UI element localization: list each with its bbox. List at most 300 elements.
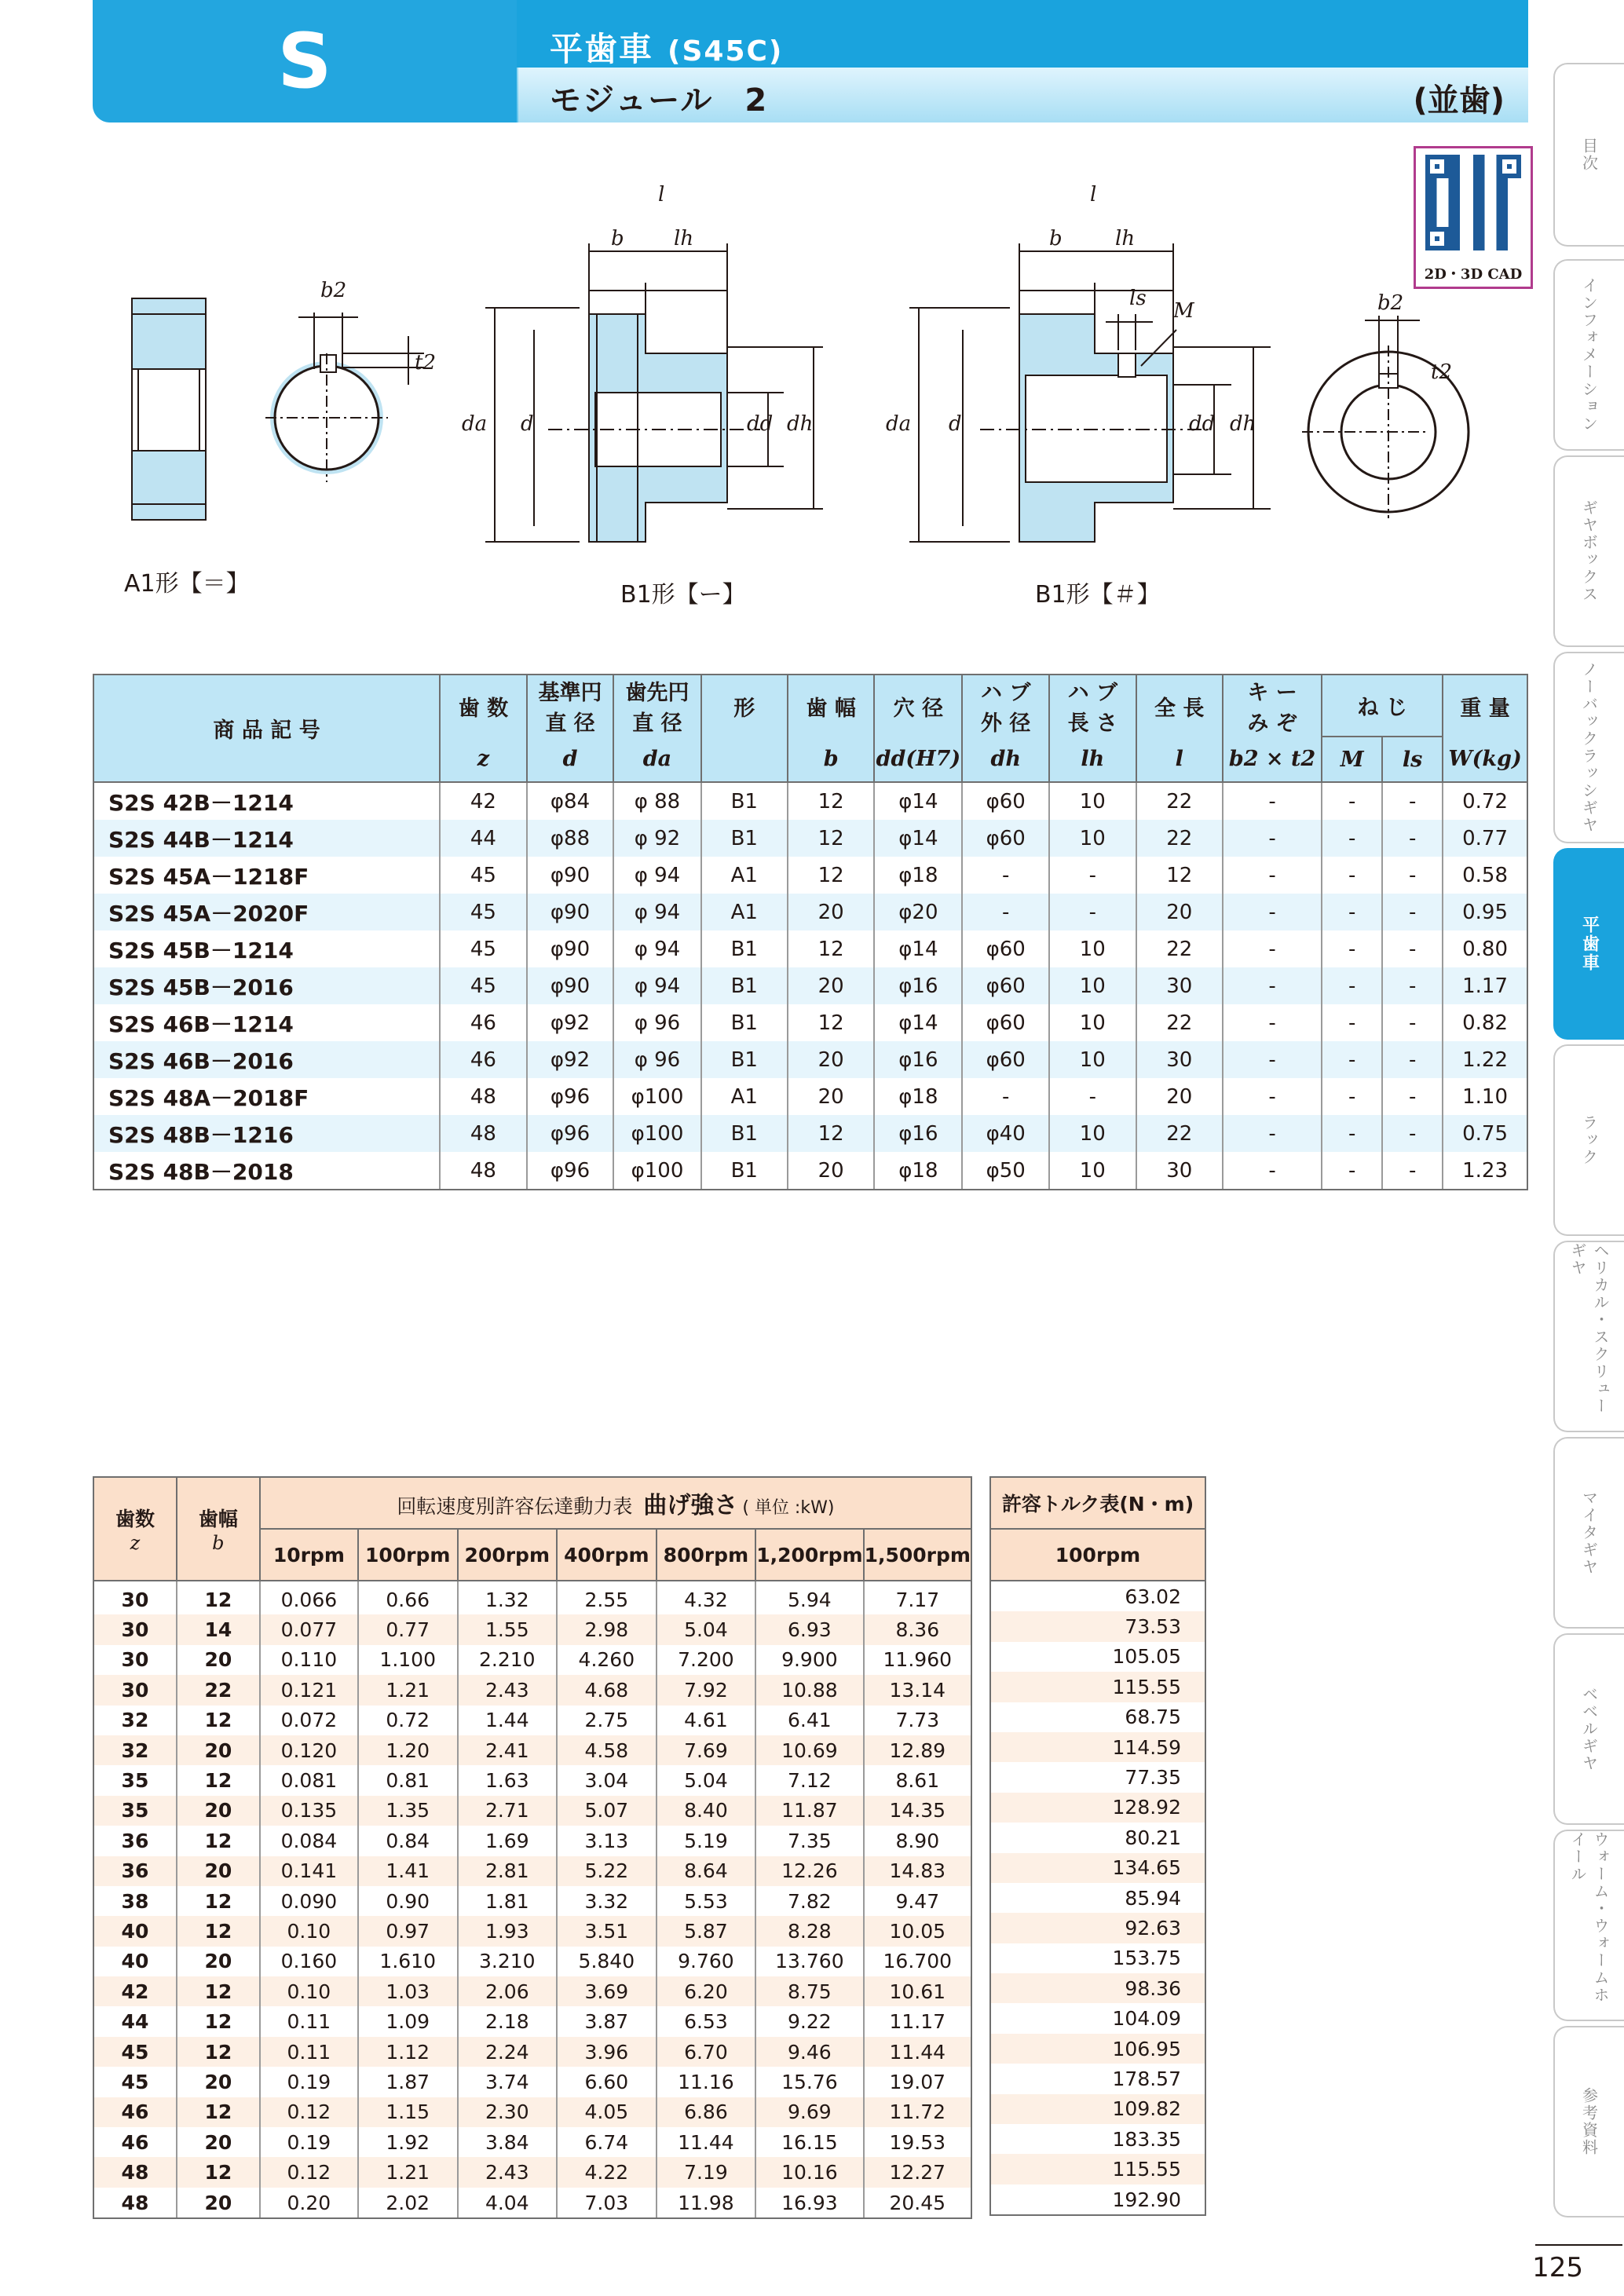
pw-width: 12 xyxy=(177,1976,260,2006)
side-tab-helical[interactable] xyxy=(1553,1241,1624,1432)
pw-value: 8.90 xyxy=(864,1826,971,1855)
spec-cell: 20 xyxy=(1136,1078,1223,1115)
pw-value: 3.74 xyxy=(458,2067,558,2097)
pw-value: 19.53 xyxy=(864,2127,971,2157)
pw-value: 0.19 xyxy=(260,2067,358,2097)
tq-value: 105.05 xyxy=(990,1642,1205,1672)
spec-cell: φ18 xyxy=(874,857,962,894)
tq-value: 85.94 xyxy=(990,1883,1205,1913)
spec-cell: 30 xyxy=(1136,967,1223,1004)
pw-value: 13.14 xyxy=(864,1675,971,1705)
tq-row xyxy=(990,1642,1205,1672)
cad-qr-code[interactable] xyxy=(1414,146,1533,289)
spec-cell: - xyxy=(1382,820,1443,857)
pw-value: 6.41 xyxy=(755,1706,863,1735)
spec-cell: - xyxy=(1382,1004,1443,1041)
tq-value: 106.95 xyxy=(990,2034,1205,2064)
spec-cell: - xyxy=(1382,782,1443,820)
pw-value: 14.83 xyxy=(864,1856,971,1886)
spec-cell: - xyxy=(1049,1078,1136,1115)
spec-cell: φ60 xyxy=(962,782,1049,820)
b1-lh-label: lh xyxy=(674,227,694,250)
pw-value: 6.86 xyxy=(657,2097,756,2127)
spec-cell: - xyxy=(1223,782,1322,820)
b1-dd-label: dd xyxy=(747,412,774,436)
pw-value: 0.121 xyxy=(260,1675,358,1705)
spec-row xyxy=(93,1152,1527,1190)
spec-cell: - xyxy=(1382,930,1443,967)
pw-teeth: 35 xyxy=(93,1765,177,1795)
spec-cell: A1 xyxy=(701,894,788,930)
spec-cell: 0.82 xyxy=(1443,1004,1527,1041)
spec-cell: 10 xyxy=(1049,1041,1136,1078)
spec-cell: 10 xyxy=(1049,1004,1136,1041)
spec-cell: B1 xyxy=(701,930,788,967)
b1s-t2-label: t2 xyxy=(1431,360,1452,384)
spec-cell: 20 xyxy=(788,1078,874,1115)
pw-value: 6.53 xyxy=(657,2006,756,2036)
pw-width: 14 xyxy=(177,1614,260,1644)
product-code: S2S 42B－1214 xyxy=(93,782,440,820)
title-text: 平歯車 xyxy=(550,30,654,68)
pw-value: 5.94 xyxy=(755,1581,863,1614)
side-tab-bevel[interactable] xyxy=(1553,1633,1624,1825)
spec-cell: φ90 xyxy=(527,967,614,1004)
spec-cell: - xyxy=(1382,894,1443,930)
product-code: S2S 46B－1214 xyxy=(93,1004,440,1041)
pw-value: 8.61 xyxy=(864,1765,971,1795)
spec-cell: A1 xyxy=(701,857,788,894)
pw-value: 1.15 xyxy=(358,2097,458,2127)
col-weight: 重 量 xyxy=(1443,675,1527,737)
pw-row xyxy=(93,1826,971,1855)
spec-cell: - xyxy=(1382,1078,1443,1115)
spec-cell: - xyxy=(1223,1041,1322,1078)
pw-value: 0.090 xyxy=(260,1886,358,1916)
tq-row xyxy=(990,2034,1205,2064)
b1-da-label: da xyxy=(462,412,488,436)
sym-shape xyxy=(701,737,788,782)
spec-cell: φ90 xyxy=(527,857,614,894)
tq-row xyxy=(990,1823,1205,1852)
pw-value: 8.75 xyxy=(755,1976,863,2006)
spec-cell: 20 xyxy=(788,894,874,930)
a1-b2-label: b2 xyxy=(320,279,347,302)
pw-value: 0.10 xyxy=(260,1916,358,1946)
spec-cell: - xyxy=(1382,1115,1443,1152)
pw-value: 1.92 xyxy=(358,2127,458,2157)
spec-cell: φ18 xyxy=(874,1152,962,1190)
spec-cell: - xyxy=(1322,1041,1382,1078)
side-tab-label: ベベルギヤ xyxy=(1579,1686,1599,1772)
pw-value: 11.17 xyxy=(864,2006,971,2036)
b1s-front-view xyxy=(1302,316,1469,518)
pw-value: 1.21 xyxy=(358,1675,458,1705)
pw-value: 16.93 xyxy=(755,2188,863,2218)
spec-cell: 48 xyxy=(440,1115,526,1152)
pw-value: 12.89 xyxy=(864,1735,971,1765)
spec-cell: - xyxy=(1382,1041,1443,1078)
pw-row xyxy=(93,2006,971,2036)
spec-cell: - xyxy=(1223,1152,1322,1190)
pw-value: 9.47 xyxy=(864,1886,971,1916)
spec-cell: φ92 xyxy=(527,1004,614,1041)
a1-caption: A1形【＝】 xyxy=(124,570,250,598)
pw-value: 15.76 xyxy=(755,2067,863,2097)
pw-value: 8.28 xyxy=(755,1916,863,1946)
spec-cell: 20 xyxy=(1136,894,1223,930)
col-width: 歯 幅 xyxy=(788,675,874,737)
pw-value: 7.03 xyxy=(557,2188,657,2218)
pw-value: 9.46 xyxy=(755,2037,863,2067)
pw-width: 12 xyxy=(177,2037,260,2067)
spec-cell: A1 xyxy=(701,1078,788,1115)
pw-value: 1.21 xyxy=(358,2157,458,2187)
sym-tip: da xyxy=(613,737,700,782)
tq-row xyxy=(990,1943,1205,1973)
pw-value: 2.43 xyxy=(458,2157,558,2187)
spec-cell: φ18 xyxy=(874,1078,962,1115)
pw-value: 4.32 xyxy=(657,1581,756,1614)
spec-cell: 10 xyxy=(1049,930,1136,967)
pw-value: 3.87 xyxy=(557,2006,657,2036)
pw-value: 20.45 xyxy=(864,2188,971,2218)
pw-row xyxy=(93,2157,971,2187)
side-tab-gearbox[interactable] xyxy=(1553,455,1624,647)
pw-value: 0.077 xyxy=(260,1614,358,1644)
product-code: S2S 45B－1214 xyxy=(93,930,440,967)
a1-t2-label: t2 xyxy=(415,351,436,375)
tq-value: 98.36 xyxy=(990,1973,1205,2003)
pw-value: 3.04 xyxy=(557,1765,657,1795)
tq-row xyxy=(990,1732,1205,1762)
pw-value: 0.77 xyxy=(358,1614,458,1644)
spec-cell: 12 xyxy=(788,930,874,967)
pw-value: 3.84 xyxy=(458,2127,558,2157)
pw-value: 9.760 xyxy=(657,1947,756,1976)
side-tab-contents[interactable] xyxy=(1553,63,1624,247)
col-teeth: 歯 数 xyxy=(440,675,526,737)
spec-row xyxy=(93,1004,1527,1041)
pw-value: 9.22 xyxy=(755,2006,863,2036)
pw-value: 10.61 xyxy=(864,1976,971,2006)
pw-value: 5.840 xyxy=(557,1947,657,1976)
pw-row xyxy=(93,1856,971,1886)
pw-rpm-header: 400rpm xyxy=(557,1529,657,1581)
spec-cell: B1 xyxy=(701,967,788,1004)
pw-value: 1.44 xyxy=(458,1706,558,1735)
tq-value: 183.35 xyxy=(990,2124,1205,2154)
pw-width: 20 xyxy=(177,1796,260,1826)
b1s-dh-label: dh xyxy=(1230,412,1256,436)
spec-cell: 1.10 xyxy=(1443,1078,1527,1115)
pw-width-label: 歯幅 xyxy=(198,1508,238,1530)
spec-cell: - xyxy=(1382,1152,1443,1190)
pw-value: 5.22 xyxy=(557,1856,657,1886)
pw-value: 5.19 xyxy=(657,1826,756,1855)
pw-value: 7.12 xyxy=(755,1765,863,1795)
tq-row xyxy=(990,1672,1205,1702)
page-title xyxy=(550,24,783,71)
side-tab-label: 参考資料 xyxy=(1579,2087,1599,2156)
pw-value: 10.16 xyxy=(755,2157,863,2187)
pw-unit: ( 単位 :kW) xyxy=(742,1498,835,1518)
pw-row xyxy=(93,2127,971,2157)
side-tab-miter[interactable] xyxy=(1553,1437,1624,1629)
pw-teeth: 32 xyxy=(93,1735,177,1765)
pw-width: 12 xyxy=(177,1765,260,1795)
pw-value: 12.26 xyxy=(755,1856,863,1886)
pw-value: 8.36 xyxy=(864,1614,971,1644)
product-code: S2S 48A－2018F xyxy=(93,1078,440,1115)
pw-width: 12 xyxy=(177,2006,260,2036)
pw-row xyxy=(93,1765,971,1795)
spec-cell: - xyxy=(1322,1078,1382,1115)
spec-cell: 48 xyxy=(440,1152,526,1190)
pw-value: 2.02 xyxy=(358,2188,458,2218)
pw-value: 3.13 xyxy=(557,1826,657,1855)
pw-value: 1.63 xyxy=(458,1765,558,1795)
pw-rpm-header: 1,200rpm xyxy=(755,1529,863,1581)
pw-value: 0.12 xyxy=(260,2097,358,2127)
side-tab-label: ラック xyxy=(1579,1114,1599,1166)
pw-value: 2.30 xyxy=(458,2097,558,2127)
pw-value: 11.44 xyxy=(657,2127,756,2157)
spec-cell: 0.75 xyxy=(1443,1115,1527,1152)
pw-value: 6.74 xyxy=(557,2127,657,2157)
spec-cell: φ100 xyxy=(613,1078,700,1115)
pw-value: 1.55 xyxy=(458,1614,558,1644)
tq-row xyxy=(990,1793,1205,1823)
b1s-b2-label: b2 xyxy=(1377,291,1404,315)
pw-value: 5.53 xyxy=(657,1886,756,1916)
b1s-side-view xyxy=(909,243,1271,542)
pw-value: 1.69 xyxy=(458,1826,558,1855)
pw-value: 2.75 xyxy=(557,1706,657,1735)
spec-cell: φ40 xyxy=(962,1115,1049,1152)
pw-teeth: 46 xyxy=(93,2097,177,2127)
sym-hub-len: lh xyxy=(1049,737,1136,782)
pw-width: 12 xyxy=(177,1916,260,1946)
pw-width: 12 xyxy=(177,2097,260,2127)
pw-title-text: 回転速度別許容伝達動力表 xyxy=(397,1495,633,1518)
tq-value: 178.57 xyxy=(990,2064,1205,2093)
product-code: S2S 48B－2018 xyxy=(93,1152,440,1190)
pw-rpm-header: 800rpm xyxy=(657,1529,756,1581)
spec-cell: φ96 xyxy=(527,1115,614,1152)
sym-weight: W(kg) xyxy=(1443,737,1527,782)
pw-value: 2.210 xyxy=(458,1645,558,1675)
spec-cell: φ 92 xyxy=(613,820,700,857)
pw-value: 8.40 xyxy=(657,1796,756,1826)
side-tab-information[interactable] xyxy=(1553,259,1624,451)
pw-value: 4.22 xyxy=(557,2157,657,2187)
qr-finder-icon xyxy=(1425,155,1449,178)
pw-row xyxy=(93,2097,971,2127)
pw-value: 7.92 xyxy=(657,1675,756,1705)
side-tab-reference[interactable] xyxy=(1553,2026,1624,2217)
tq-row xyxy=(990,2124,1205,2154)
pw-rpm-header: 10rpm xyxy=(260,1529,358,1581)
spec-cell: φ84 xyxy=(527,782,614,820)
pw-teeth: 44 xyxy=(93,2006,177,2036)
spec-cell: - xyxy=(1223,820,1322,857)
pw-value: 1.12 xyxy=(358,2037,458,2067)
pw-value: 0.120 xyxy=(260,1735,358,1765)
spec-cell: 12 xyxy=(1136,857,1223,894)
spec-cell: 1.23 xyxy=(1443,1152,1527,1190)
spec-cell: φ16 xyxy=(874,967,962,1004)
pw-value: 0.11 xyxy=(260,2006,358,2036)
b1s-ls-label: ls xyxy=(1129,287,1147,310)
pw-value: 0.19 xyxy=(260,2127,358,2157)
col-tip: 歯先円 直 径 xyxy=(613,675,700,737)
b1-side-view xyxy=(485,243,823,542)
side-tab-spur-gear[interactable] xyxy=(1553,848,1624,1040)
tq-value: 115.55 xyxy=(990,1672,1205,1702)
spec-cell: - xyxy=(962,894,1049,930)
spec-cell: φ100 xyxy=(613,1152,700,1190)
pw-width: 20 xyxy=(177,1735,260,1765)
tq-row xyxy=(990,2184,1205,2215)
tq-row xyxy=(990,1913,1205,1943)
col-code: 商 品 記 号 xyxy=(93,675,440,782)
tq-value: 114.59 xyxy=(990,1732,1205,1762)
pw-value: 1.100 xyxy=(358,1645,458,1675)
spec-cell: 45 xyxy=(440,857,526,894)
spec-cell: φ 94 xyxy=(613,857,700,894)
spec-cell: B1 xyxy=(701,782,788,820)
pw-width: 12 xyxy=(177,1826,260,1855)
pw-value: 16.15 xyxy=(755,2127,863,2157)
spec-cell: 30 xyxy=(1136,1041,1223,1078)
spec-cell: - xyxy=(1223,1115,1322,1152)
pw-value: 4.05 xyxy=(557,2097,657,2127)
b1-d-label: d xyxy=(521,412,534,436)
spec-cell: φ14 xyxy=(874,1004,962,1041)
spec-cell: 45 xyxy=(440,894,526,930)
pw-value: 5.04 xyxy=(657,1765,756,1795)
pw-teeth: 38 xyxy=(93,1886,177,1916)
pw-row xyxy=(93,1916,971,1946)
spec-row xyxy=(93,857,1527,894)
pw-width: 12 xyxy=(177,1706,260,1735)
spec-cell: 22 xyxy=(1136,820,1223,857)
col-bore: 穴 径 xyxy=(874,675,962,737)
spec-cell: 22 xyxy=(1136,782,1223,820)
pw-value: 0.10 xyxy=(260,1976,358,2006)
module-text: モジュール xyxy=(550,82,714,119)
pw-rpm-header: 200rpm xyxy=(458,1529,558,1581)
series-letter: S xyxy=(93,0,517,122)
spec-cell: 48 xyxy=(440,1078,526,1115)
spec-cell: 1.22 xyxy=(1443,1041,1527,1078)
spec-cell: - xyxy=(1322,894,1382,930)
pw-teeth: 36 xyxy=(93,1826,177,1855)
pw-rpm-header: 100rpm xyxy=(358,1529,458,1581)
pw-teeth: 45 xyxy=(93,2037,177,2067)
pw-value: 7.200 xyxy=(657,1645,756,1675)
spec-cell: - xyxy=(1322,1115,1382,1152)
side-tab-label: 目次 xyxy=(1579,137,1599,172)
sym-teeth: z xyxy=(440,737,526,782)
a1-side-view xyxy=(132,298,206,520)
pw-value: 11.960 xyxy=(864,1645,971,1675)
tq-row xyxy=(990,1762,1205,1792)
product-code: S2S 44B－1214 xyxy=(93,820,440,857)
spec-cell: φ90 xyxy=(527,930,614,967)
pw-value: 1.610 xyxy=(358,1947,458,1976)
tq-row xyxy=(990,1853,1205,1883)
spec-cell: 45 xyxy=(440,930,526,967)
side-tab-no-backlash[interactable] xyxy=(1553,652,1624,843)
spec-cell: φ90 xyxy=(527,894,614,930)
pw-value: 8.64 xyxy=(657,1856,756,1886)
pw-row xyxy=(93,1735,971,1765)
pw-value: 5.87 xyxy=(657,1916,756,1946)
sym-screw-l: ls xyxy=(1382,737,1443,782)
spec-cell: - xyxy=(1223,967,1322,1004)
product-code: S2S 45A－2020F xyxy=(93,894,440,930)
pw-value: 10.05 xyxy=(864,1916,971,1946)
pw-value: 7.82 xyxy=(755,1886,863,1916)
side-tab-label: インフォメーション xyxy=(1579,277,1599,433)
a1-front-view xyxy=(265,313,424,482)
col-screw: ね じ xyxy=(1322,675,1443,737)
pw-row xyxy=(93,1645,971,1675)
pw-teeth: 30 xyxy=(93,1675,177,1705)
pw-row xyxy=(93,1976,971,2006)
spec-cell: 0.72 xyxy=(1443,782,1527,820)
tq-value: 77.35 xyxy=(990,1762,1205,1792)
pw-value: 3.210 xyxy=(458,1947,558,1976)
spec-cell: φ 94 xyxy=(613,930,700,967)
tq-value: 192.90 xyxy=(990,2184,1205,2215)
spec-cell: 30 xyxy=(1136,1152,1223,1190)
b1-b-label: b xyxy=(611,227,624,250)
pw-value: 0.072 xyxy=(260,1706,358,1735)
spec-cell: - xyxy=(1223,930,1322,967)
b1-l-label: l xyxy=(658,183,665,207)
pw-value: 6.70 xyxy=(657,2037,756,2067)
pw-teeth: 45 xyxy=(93,2067,177,2097)
pw-teeth: 30 xyxy=(93,1614,177,1644)
side-tab-label: ギヤボックス xyxy=(1579,499,1599,603)
pw-teeth: 32 xyxy=(93,1706,177,1735)
pw-value: 6.60 xyxy=(557,2067,657,2097)
pw-value: 9.69 xyxy=(755,2097,863,2127)
pw-value: 2.43 xyxy=(458,1675,558,1705)
col-hub-dia: ハ ブ 外 径 xyxy=(962,675,1049,737)
side-tab-worm[interactable] xyxy=(1553,1830,1624,2021)
side-tab-rack[interactable] xyxy=(1553,1044,1624,1236)
pw-value: 3.69 xyxy=(557,1976,657,2006)
spec-cell: 22 xyxy=(1136,930,1223,967)
pw-value: 3.32 xyxy=(557,1886,657,1916)
spec-row xyxy=(93,1078,1527,1115)
spec-cell: φ60 xyxy=(962,820,1049,857)
pw-value: 1.32 xyxy=(458,1581,558,1614)
spec-cell: φ96 xyxy=(527,1078,614,1115)
pw-row xyxy=(93,1706,971,1735)
side-tab-label: ノーバックラッシギヤ xyxy=(1579,661,1599,834)
tq-row xyxy=(990,2064,1205,2093)
pw-value: 7.17 xyxy=(864,1581,971,1614)
spec-cell: - xyxy=(1322,782,1382,820)
sym-screw-m: M xyxy=(1322,737,1382,782)
pw-row xyxy=(93,2188,971,2218)
spec-cell: - xyxy=(1223,1004,1322,1041)
